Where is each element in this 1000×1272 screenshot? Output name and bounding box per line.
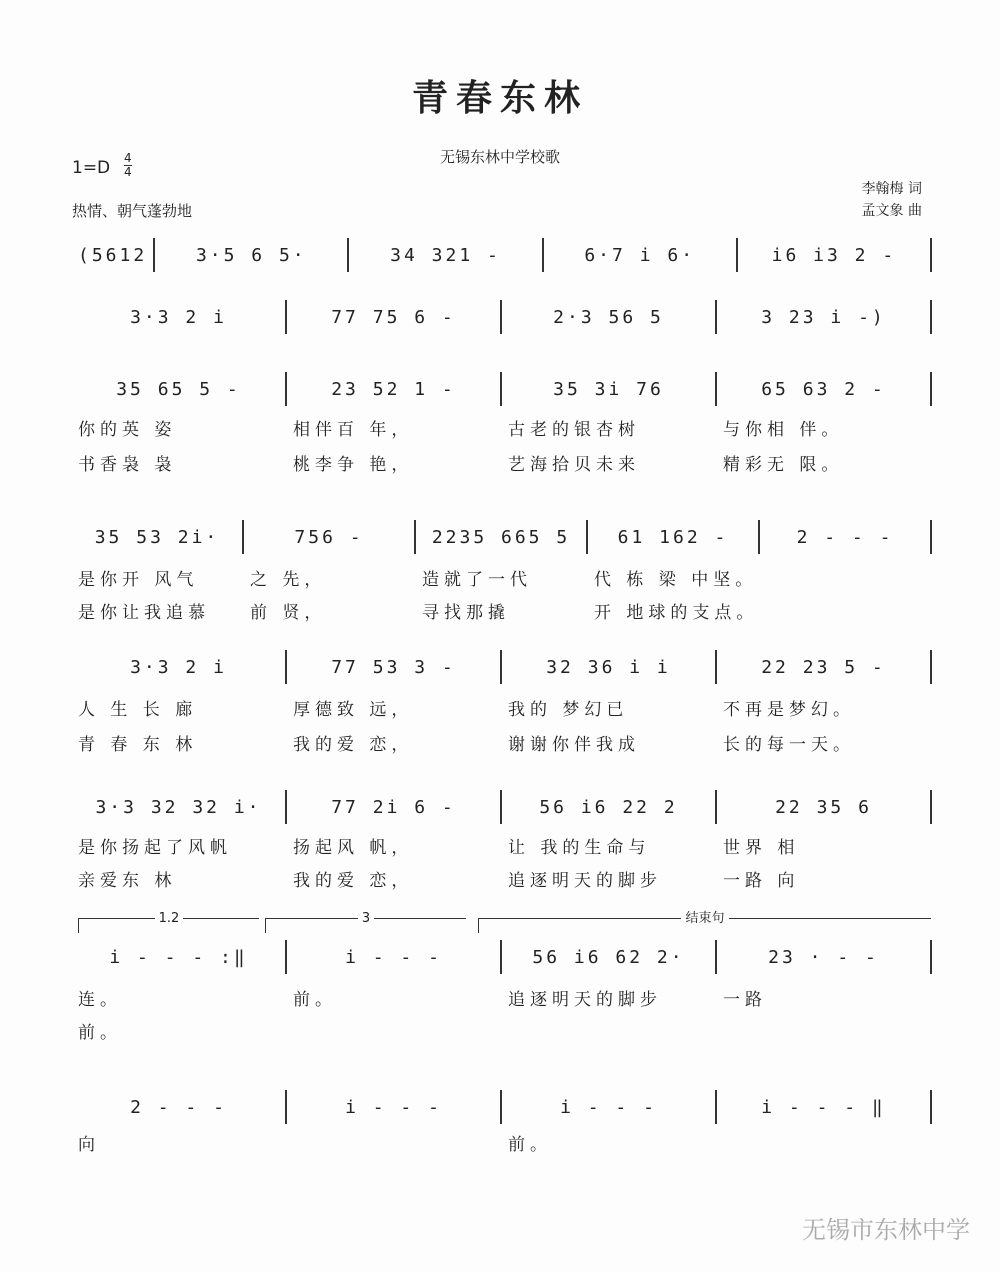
lyric-line (72, 1130, 932, 1155)
lyric-phrase: 长的每一天。 (723, 735, 855, 755)
volta-label: 3 (358, 911, 374, 926)
measure: 3·5 6 5· (155, 238, 349, 272)
measure: 32 36 i i (502, 650, 717, 684)
time-signature (124, 152, 132, 179)
lyric-phrase: 厚德致 远， (293, 700, 414, 720)
lyric-phrase: 前。 (78, 1023, 122, 1043)
watermark: 无锡市东林中学 (802, 1216, 970, 1244)
lyric-phrase: 之 先， (250, 570, 327, 590)
composer: 孟文象 曲 (861, 203, 922, 219)
measure: 65 63 2 - (717, 372, 932, 406)
measure: 34 321 - (349, 238, 543, 272)
notation-row (72, 372, 932, 406)
lyric-phrase: 代 栋 梁 中坚。 (594, 570, 758, 590)
measure: 23 · - - (717, 940, 932, 974)
measure: 61 162 - (588, 520, 760, 554)
lyric-phrase: 人 生 长 廊 (78, 700, 198, 720)
measure: 22 23 5 - (717, 650, 932, 684)
song-subtitle: 无锡东林中学校歌 (439, 148, 560, 166)
lyric-phrase (502, 1018, 717, 1043)
measure: i - - - (287, 940, 502, 974)
measure: i6 i3 2 - (738, 238, 932, 272)
lyric-line (72, 1018, 932, 1043)
lyric-phrase: 桃李争 艳， (293, 455, 414, 475)
measure: 3 23 i -) (717, 300, 932, 334)
lyric-phrase: 追逐明天的脚步 (508, 990, 662, 1010)
volta-1-2 (78, 911, 259, 933)
notation-row (72, 1090, 932, 1124)
lyric-phrase: 连。 (78, 990, 122, 1010)
measure: 3·3 2 i (72, 650, 287, 684)
lyric-line (72, 598, 932, 623)
lyric-phrase: 扬起风 帆， (293, 838, 414, 858)
measure: 56 i6 62 2· (502, 940, 717, 974)
lyric-line (72, 565, 932, 590)
measure: 35 3i 76 (502, 372, 717, 406)
measure: 6·7 i 6· (544, 238, 738, 272)
measure: i - - - ‖ (717, 1090, 932, 1124)
measure: 77 53 3 - (287, 650, 502, 684)
lyric-line (72, 450, 932, 475)
measure: 35 53 2i· (72, 520, 244, 554)
lyric-phrase: 精彩无 限。 (723, 455, 844, 475)
measure: i - - - :‖ (72, 940, 287, 974)
lyric-phrase: 相伴百 年， (293, 420, 414, 440)
lyric-line (72, 415, 932, 440)
lyric-phrase: 青 春 东 林 (78, 735, 198, 755)
measure: 77 2i 6 - (287, 790, 502, 824)
lyric-line (72, 695, 932, 720)
lyric-phrase: 与你相 伴。 (723, 420, 844, 440)
measure: 2 - - - (72, 1090, 287, 1124)
lyric-phrase: 古老的银杏树 (508, 420, 640, 440)
measure: i - - - (287, 1090, 502, 1124)
song-title: 青春东林 (411, 77, 588, 119)
lyric-phrase: 一路 (723, 990, 767, 1010)
lyric-phrase: 谢谢你伴我成 (508, 735, 640, 755)
lyric-phrase: 追逐明天的脚步 (508, 871, 662, 891)
lyric-phrase: 前。 (508, 1135, 552, 1155)
notation-row (72, 650, 932, 684)
tempo-marking: 热情、朝气蓬勃地 (72, 202, 193, 220)
measure: i - - - (502, 1090, 717, 1124)
lyric-phrase: 我的爱 恋， (293, 735, 414, 755)
lyric-phrase: 让 我的生命与 (508, 838, 651, 858)
notation-row (72, 790, 932, 824)
measure: 2 - - - (760, 520, 932, 554)
lyric-phrase: 不再是梦幻。 (723, 700, 855, 720)
volta-3 (265, 911, 466, 933)
volta-label: 1.2 (155, 911, 184, 926)
lyric-phrase: 书香袅 袅 (78, 455, 177, 475)
lyric-phrase (717, 1130, 932, 1155)
measure: 22 35 6 (717, 790, 932, 824)
lyric-phrase: 一路 向 (723, 871, 800, 891)
lyric-phrase (287, 1130, 502, 1155)
volta-label: 结束句 (681, 911, 728, 926)
lyric-phrase: 向 (78, 1135, 100, 1155)
key-signature: 1=D (72, 158, 111, 178)
lyric-phrase: 前 贤， (250, 603, 327, 623)
lyric-phrase (717, 1018, 932, 1043)
lyric-line (72, 833, 932, 858)
lyric-phrase: 造就了一代 (422, 570, 532, 590)
lyric-phrase: 我的 梦幻已 (508, 700, 629, 720)
measure: 23 52 1 - (287, 372, 502, 406)
lyric-phrase (760, 598, 932, 623)
notation-row (72, 238, 932, 272)
lyric-phrase: 是你扬起了风帆 (78, 838, 232, 858)
time-top: 4 (124, 151, 132, 165)
measure: 35 65 5 - (72, 372, 287, 406)
lyric-phrase (287, 1018, 502, 1043)
lyric-phrase: 亲爱东 林 (78, 871, 177, 891)
coda-bracket (478, 911, 931, 933)
lyric-phrase: 世界 相 (723, 838, 800, 858)
measure: (5612 (72, 238, 155, 272)
lyric-line (72, 730, 932, 755)
lyric-phrase: 是你让我追慕 (78, 603, 210, 623)
lyric-phrase: 艺海拾贝未来 (508, 455, 640, 475)
measure: 3·3 32 32 i· (72, 790, 287, 824)
measure: 3·3 2 i (72, 300, 287, 334)
measure: 77 75 6 - (287, 300, 502, 334)
measure: 2235 665 5 (416, 520, 588, 554)
notation-row (72, 940, 932, 974)
notation-row (72, 300, 932, 334)
lyric-phrase: 你的英 姿 (78, 420, 177, 440)
measure: 2·3 56 5 (502, 300, 717, 334)
lyricist: 李翰梅 词 (861, 181, 922, 197)
lyric-phrase (760, 565, 932, 590)
lyric-phrase: 寻找那撬 (422, 603, 510, 623)
time-bottom: 4 (124, 165, 132, 179)
lyric-line (72, 866, 932, 891)
lyric-line (72, 985, 932, 1010)
measure: 56 i6 22 2 (502, 790, 717, 824)
notation-row (72, 520, 932, 554)
lyric-phrase: 开 地球的支点。 (594, 603, 759, 623)
measure: 756 - (244, 520, 416, 554)
lyric-phrase: 我的爱 恋， (293, 871, 414, 891)
lyric-phrase: 是你开 风气 (78, 570, 199, 590)
lyric-phrase: 前。 (293, 990, 337, 1010)
